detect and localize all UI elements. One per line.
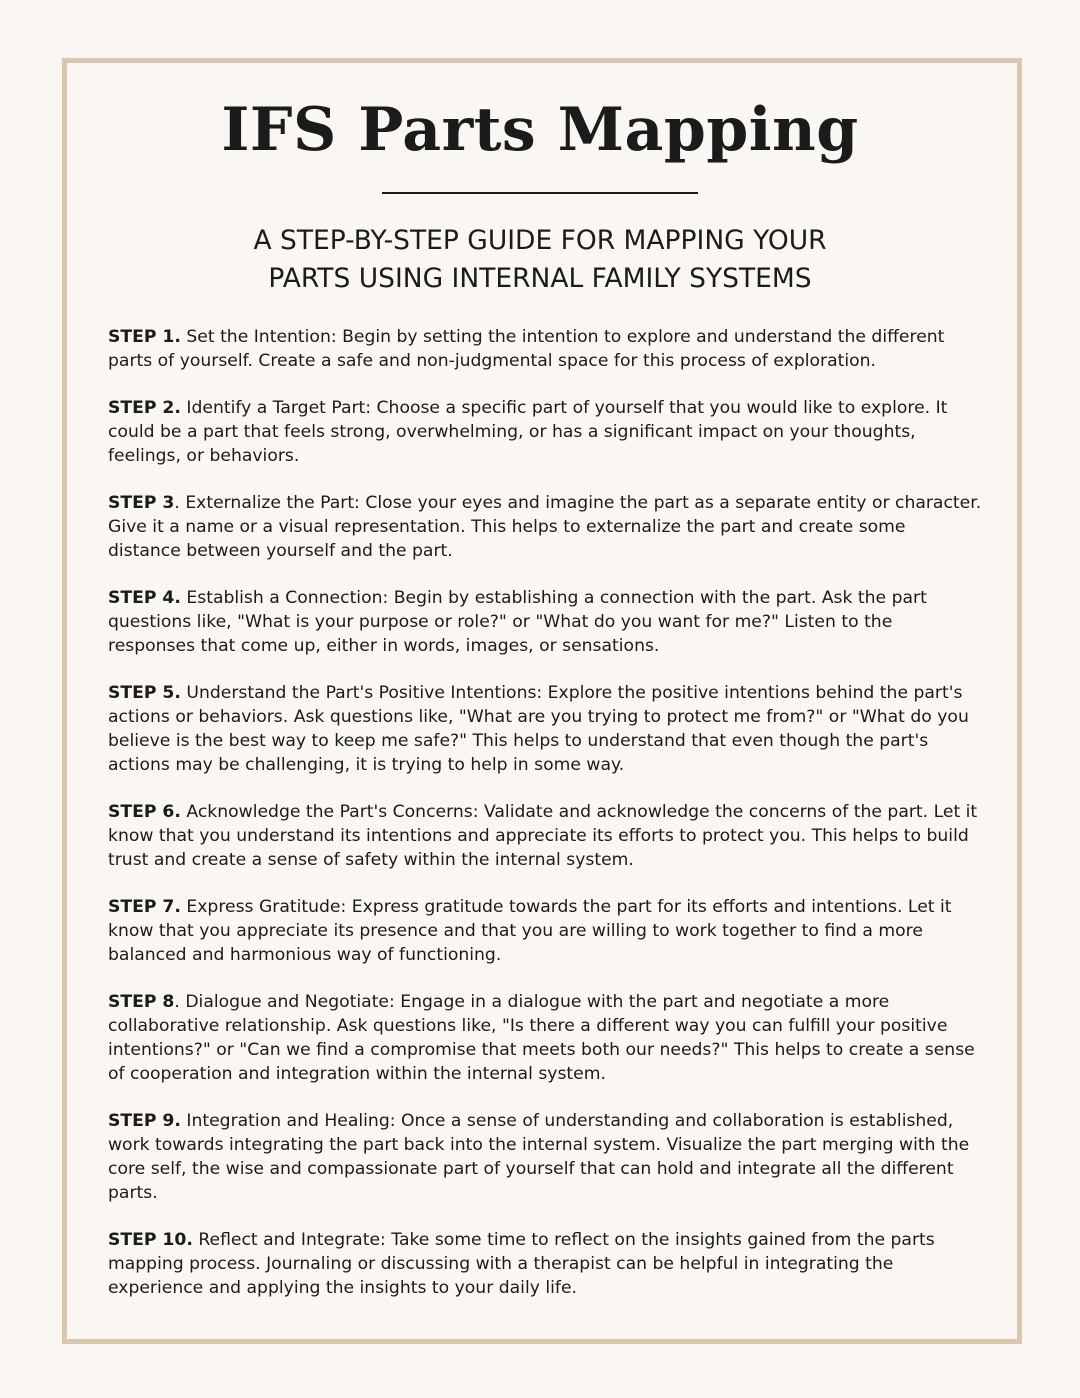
step-1 — [108, 325, 983, 373]
step-text: Acknowledge the Part's Concerns: Validate and acknowledge the concerns of the part. Let it know that you understand its intentions and appreciate its efforts to protect you. This helps to build trust and create a sense of safety within the internal system. — [108, 802, 978, 870]
step-label: STEP 1. — [108, 327, 181, 347]
step-4 — [108, 586, 983, 658]
title-divider — [382, 192, 698, 194]
step-label: STEP 10. — [108, 1230, 193, 1250]
step-3 — [108, 491, 983, 563]
step-label: STEP 4. — [108, 588, 181, 608]
step-6 — [108, 800, 983, 872]
step-2 — [108, 396, 983, 468]
step-text: . Dialogue and Negotiate: Engage in a dialogue with the part and negotiate a more collaborative relationship. Ask questions like, "Is there a different way you can fulfill your positive intentions?" or "Can we find a compromise that meets both our needs?" This helps to create a sense of cooperation and integration within the internal system. — [108, 992, 975, 1084]
step-label: STEP 2. — [108, 398, 181, 418]
subtitle-line-1: A STEP-BY-STEP GUIDE FOR MAPPING YOUR — [253, 225, 827, 256]
step-text: Identify a Target Part: Choose a specific part of yourself that you would like to explore. It could be a part that feels strong, overwhelming, or has a significant impact on your thoughts, feelings, or behaviors. — [108, 398, 948, 466]
step-text: Reflect and Integrate: Take some time to reflect on the insights gained from the parts mapping process. Journaling or discussing with a therapist can be helpful in integrating the experience and applying the insights to your daily life. — [108, 1230, 935, 1298]
step-7 — [108, 895, 983, 967]
step-label: STEP 8 — [108, 992, 175, 1012]
step-text: Understand the Part's Positive Intentions: Explore the positive intentions behind the part's actions or behaviors. Ask questions like, "What are you trying to protect me from?" or "What do you believe is the best way to keep me safe?" This helps to understand that even though the part's actions may be challenging, it is trying to help in some way. — [108, 683, 969, 775]
subtitle-line-2: PARTS USING INTERNAL FAMILY SYSTEMS — [268, 263, 812, 294]
step-label: STEP 3 — [108, 493, 175, 513]
step-label: STEP 5. — [108, 683, 181, 703]
steps-list — [108, 325, 983, 1323]
page-title: IFS Parts Mapping — [221, 95, 859, 165]
step-text: Set the Intention: Begin by setting the intention to explore and understand the different parts of yourself. Create a safe and non-judgmental space for this process of exploration. — [108, 327, 945, 371]
step-label: STEP 9. — [108, 1111, 181, 1131]
step-label: STEP 6. — [108, 802, 181, 822]
step-text: Express Gratitude: Express gratitude towards the part for its efforts and intentions. Let it know that you appreciate its presence and that you are willing to work together to find a more balanced and harmonious way of functioning. — [108, 897, 952, 965]
step-text: Establish a Connection: Begin by establishing a connection with the part. Ask the part questions like, "What is your purpose or role?" or "What do you want for me?" Listen to the responses that come up, either in words, images, or sensations. — [108, 588, 927, 656]
step-10 — [108, 1228, 983, 1300]
step-5 — [108, 681, 983, 777]
step-9 — [108, 1109, 983, 1205]
step-text: Integration and Healing: Once a sense of understanding and collaboration is established, work towards integrating the part back into the internal system. Visualize the part merging with the core self, the wise and compassionate part of yourself that can hold and integrate all the different parts. — [108, 1111, 970, 1203]
step-text: . Externalize the Part: Close your eyes and imagine the part as a separate entity or character. Give it a name or a visual representation. This helps to externalize the part and create some distance between yourself and the part. — [108, 493, 982, 561]
step-label: STEP 7. — [108, 897, 181, 917]
subtitle — [150, 222, 930, 298]
step-8 — [108, 990, 983, 1086]
